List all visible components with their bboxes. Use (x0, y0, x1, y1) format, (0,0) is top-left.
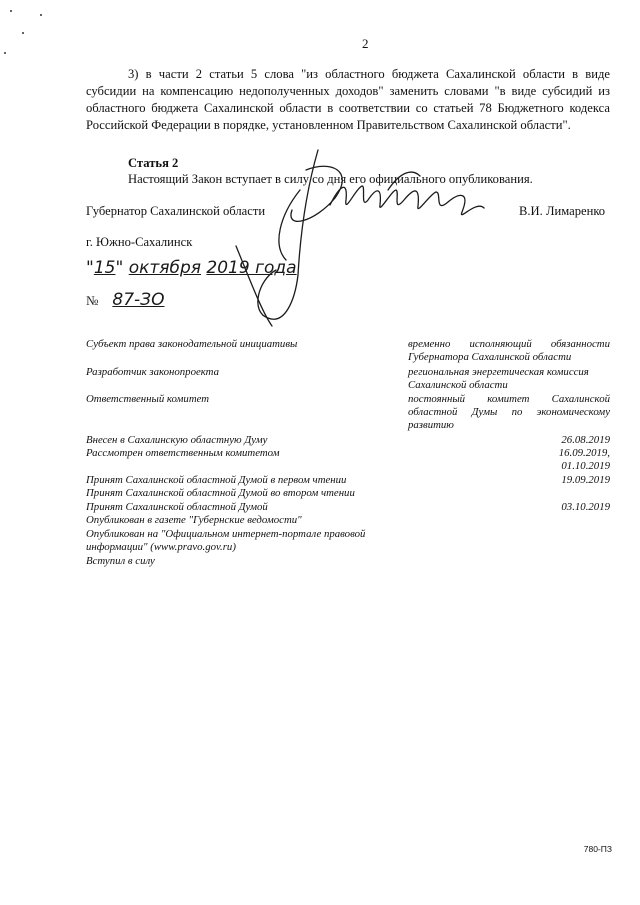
adopted-label: Принят Сахалинской областной Думой (86, 501, 268, 513)
published-portal-label: Опубликован на "Официальном интернет-портале правовой информации" (www.pravo.gov.ru) (86, 528, 366, 553)
developer-label: Разработчик законопроекта (86, 366, 219, 378)
developer-value: региональная энергетическая комиссия Сахалинской области (408, 366, 589, 391)
number-sign: № (86, 293, 99, 308)
article-title: Статья 2 (128, 156, 179, 170)
submitted-date: 26.08.2019 (561, 434, 610, 446)
governor-signature (0, 0, 640, 340)
date-day: 15 (93, 258, 116, 278)
first-reading-date: 19.09.2019 (561, 474, 610, 486)
governor-position: Губернатор Сахалинской области (86, 204, 266, 218)
page-number: 2 (362, 36, 369, 51)
committee-value: постоянный комитет Сахалинской областной Думы по экономическому развитию (408, 393, 610, 431)
city-name: г. Южно-Сахалинск (86, 235, 193, 249)
date-year: 2019 года (206, 258, 297, 278)
initiative-value: временно исполняющий обязанности Губернатора Сахалинской области (408, 338, 610, 363)
amendment-text: 3) в части 2 статьи 5 слова "из областного бюджета Сахалинской области в виде субсидии на компенсацию недополученных доходов" заменить словами "в виде субсидий из областного бюджета Сахалинской области в соответствии со статьей 78 Бюджетного кодекса Российской Федерации в порядке, установленном Правительством Сахалинской области". (86, 67, 610, 132)
date-month: октября (128, 258, 202, 278)
reviewed-date-1: 16.09.2019, (558, 447, 610, 459)
document-stamp: 780-ПЗ (583, 844, 612, 854)
date-quote-open: " (86, 258, 94, 278)
governor-name: В.И. Лимаренко (519, 204, 606, 218)
initiative-label: Субъект права законодательной инициативы (86, 338, 298, 350)
law-number: 87-ЗО (112, 290, 165, 310)
committee-label: Ответственный комитет (86, 393, 210, 405)
submitted-label: Внесен в Сахалинскую областную Думу (86, 434, 268, 446)
adopted-date: 03.10.2019 (561, 501, 610, 513)
second-reading-label: Принят Сахалинской областной Думой во втором чтении (86, 487, 355, 499)
date-quote-close: " (115, 258, 124, 278)
in-force-label: Вступил в силу (86, 555, 155, 567)
reviewed-date-2: 01.10.2019 (561, 460, 610, 472)
article-text: Настоящий Закон вступает в силу со дня его официального опубликования. (128, 172, 533, 186)
first-reading-label: Принят Сахалинской областной Думой в первом чтении (86, 474, 347, 486)
reviewed-label: Рассмотрен ответственным комитетом (86, 447, 280, 459)
published-newspaper-label: Опубликован в газете "Губернские ведомости" (86, 514, 302, 526)
